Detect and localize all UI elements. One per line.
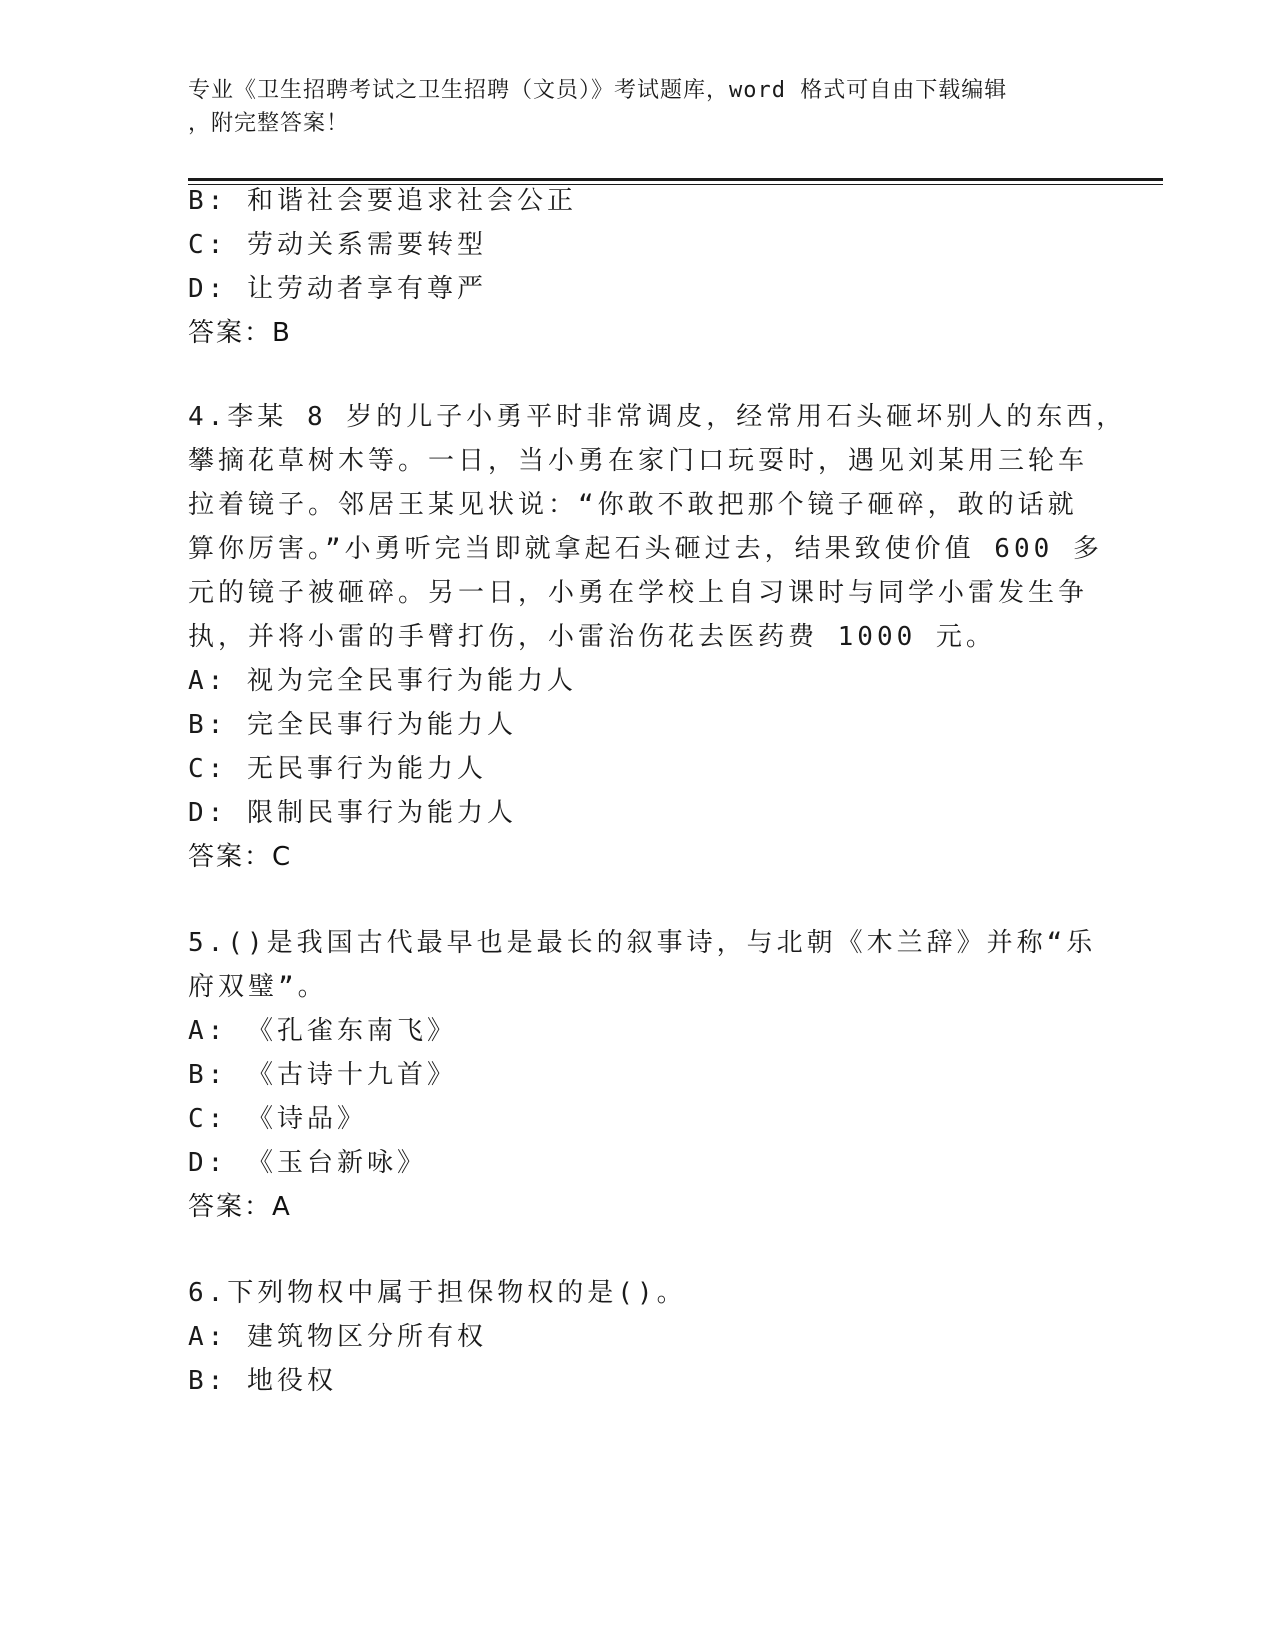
q5-option-b: B: 《古诗十九首》 [188,1060,457,1090]
q5-stem-line-1: 5.()是我国古代最早也是最长的叙事诗，与北朝《木兰辞》并称“乐 [188,928,1097,958]
q4-stem-line-3: 拉着镜子。邻居王某见状说：“你敢不敢把那个镜子砸碎，敢的话就 [188,490,1078,520]
q5-stem-line-2: 府双璧”。 [188,972,328,1002]
q4-option-a: A: 视为完全民事行为能力人 [188,666,577,696]
q6-option-a: A: 建筑物区分所有权 [188,1322,487,1352]
q4-option-c: C: 无民事行为能力人 [188,754,487,784]
q3-option-d: D: 让劳动者享有尊严 [188,274,487,304]
q4-stem-line-2: 攀摘花草树木等。一日，当小勇在家门口玩耍时，遇见刘某用三轮车 [188,446,1089,476]
q3-answer: 答案：B [188,318,292,348]
q4-option-d: D: 限制民事行为能力人 [188,798,517,828]
q3-option-c: C: 劳动关系需要转型 [188,230,487,260]
q4-stem-line-5: 元的镜子被砸碎。另一日，小勇在学校上自习课时与同学小雷发生争 [188,578,1089,608]
q5-option-a: A: 《孔雀东南飞》 [188,1016,457,1046]
q5-answer: 答案：A [188,1192,292,1222]
header-line-1: 专业《卫生招聘考试之卫生招聘（文员）》考试题库，word 格式可自由下载编辑 [188,78,1008,103]
header-line-2: ，附完整答案！ [188,111,350,136]
document-header [188,74,1088,140]
q5-option-c: C: 《诗品》 [188,1104,367,1134]
q6-option-b: B: 地役权 [188,1366,337,1396]
q4-answer: 答案：C [188,842,293,872]
q3-option-b: B: 和谐社会要追求社会公正 [188,186,577,216]
q4-option-b: B: 完全民事行为能力人 [188,710,517,740]
q5-option-d: D: 《玉台新咏》 [188,1148,427,1178]
q6-stem-line-1: 6.下列物权中属于担保物权的是()。 [188,1278,687,1308]
q4-stem-line-6: 执，并将小雷的手臂打伤，小雷治伤花去医药费 1000 元。 [188,622,996,652]
q4-stem-line-1: 4.李某 8 岁的儿子小勇平时非常调皮，经常用石头砸坏别人的东西， [188,402,1127,432]
q4-stem-line-4: 算你厉害。”小勇听完当即就拿起石头砸过去，结果致使价值 600 多 [188,534,1103,564]
